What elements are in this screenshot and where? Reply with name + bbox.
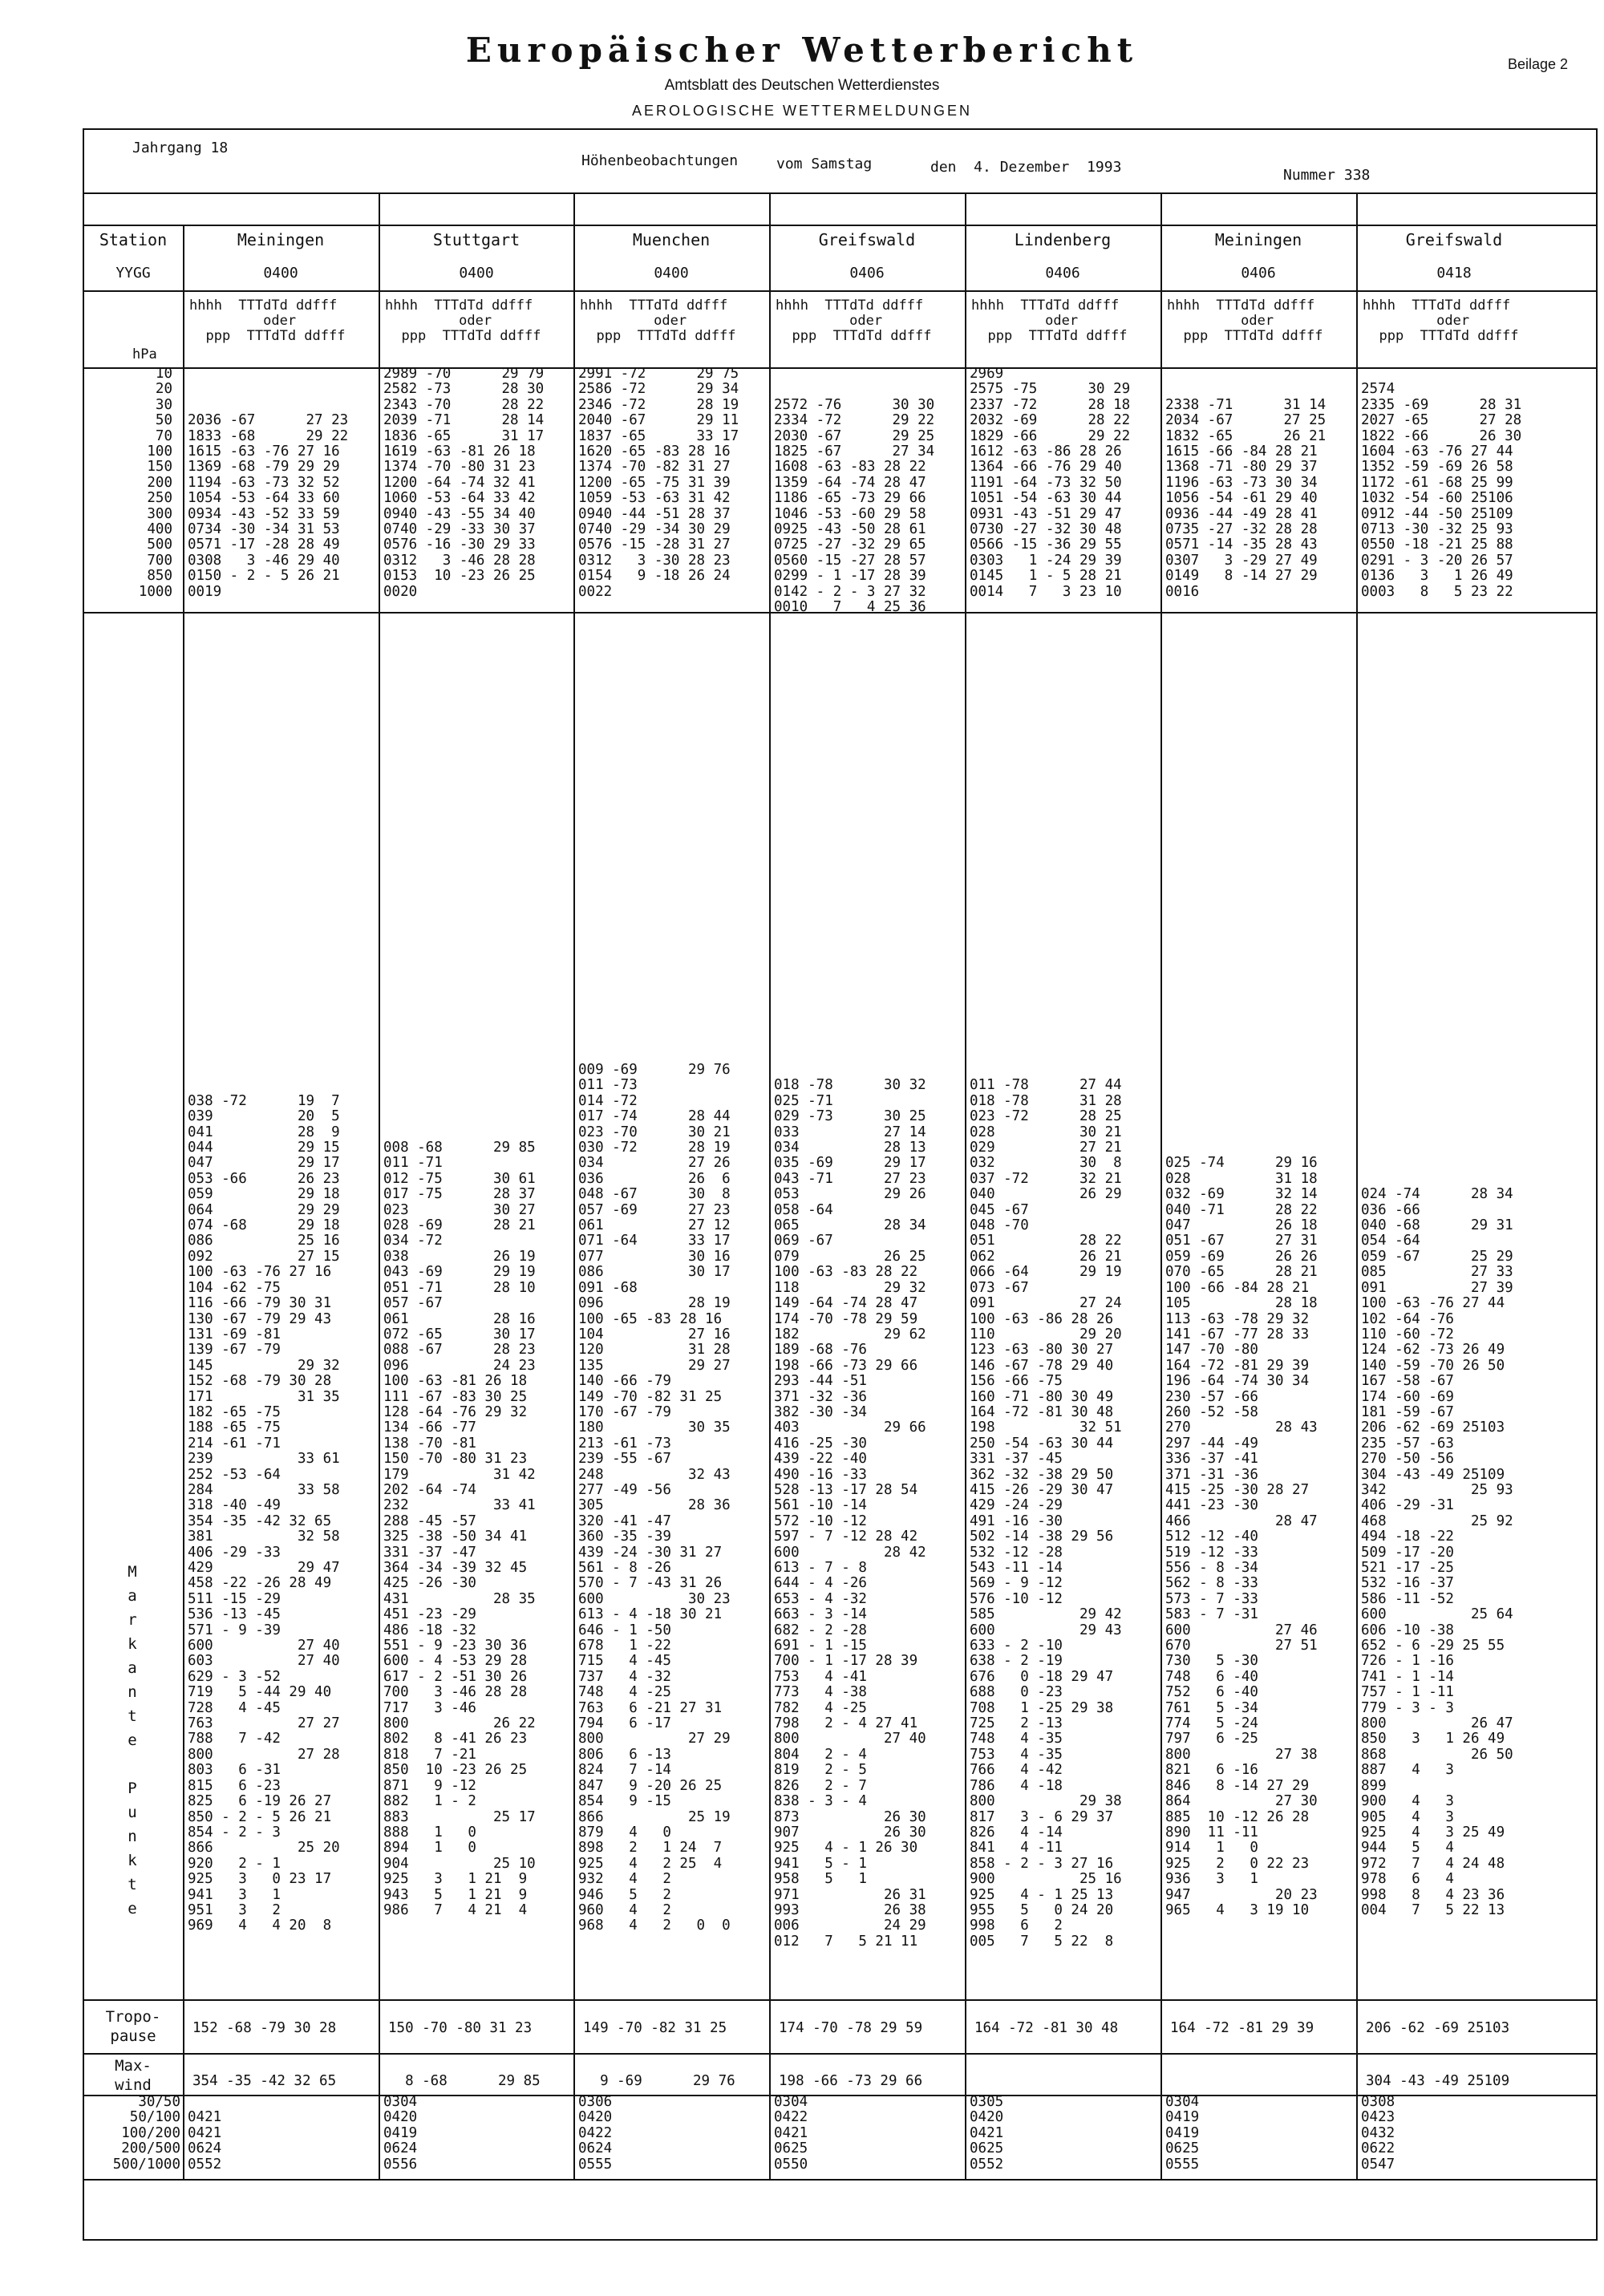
col-head-2: oder [385,313,492,329]
shear-values: 0421 0421 0624 0552 [188,2109,222,2172]
shear-values: 0308 0423 0432 0622 0547 [1361,2094,1395,2172]
col-head-3: ppp TTTdTd ddfff [385,328,541,344]
maxwind-value: 198 -66 -73 29 66 [779,2073,923,2089]
maxwind-value: 354 -35 -42 32 65 [192,2073,337,2089]
col-head-1: hhhh TTTdTd ddfff [580,298,728,314]
tropopause-value: 152 -68 -79 30 28 [192,2020,337,2036]
col-head-2: oder [971,313,1079,329]
col-head-2: oder [1167,313,1274,329]
report-number: Nummer 338 [1283,167,1371,184]
tropopause-value: 164 -72 -81 29 39 [1170,2020,1314,2036]
standard-levels: 2338 -71 31 14 2034 -67 27 25 1832 -65 26 21 1615 -66 -84 28 21 1368 -71 -80 29 37 1196 -63 -73 30 34 1056 -54 -61 29 40 0936 -44 -49 28 41 0735 -27 -32 28 28 0571 -14 -35 28 43 0307 3 -29 27 49 0149 8 -14 27 29 0016 [1165,396,1327,600]
col-rule [769,192,771,2179]
station-yygg: 0406 [849,265,885,281]
standard-levels: 2989 -70 29 79 2582 -73 28 30 2343 -70 28 22 2039 -71 28 14 1836 -65 31 17 1619 -63 -81 26 18 1374 -70 -80 31 23 1200 -64 -74 32 41 1060 -53 -64 33 42 0940 -43 -55 34 40 0740 -29 -33 30 37 0576 -16 -30 29 33 0312 3 -46 28 28 0153 10 -23 26 25 0020 [383,366,545,600]
tropopause-value: 206 -62 -69 25103 [1366,2020,1510,2036]
rule [83,2053,1598,2055]
col-rule [965,192,966,2179]
rule [83,290,1598,292]
standard-levels: 2036 -67 27 23 1833 -68 29 22 1615 -63 -76 27 16 1369 -68 -79 29 29 1194 -63 -73 32 52 1054 -53 -64 33 60 0934 -43 -52 33 59 0734 -30 -34 31 53 0571 -17 -28 28 49 0308 3 -46 29 40 0150 - 2 - 5 26 21 0019 [188,412,349,600]
significant-levels: 018 -78 30 32 025 -71 029 -73 30 25 033 27 14 034 28 13 035 -69 29 17 043 -71 27 23 053 29 26 058 -64 065 28 34 069 -67 079 26 25 100 -63 -83 28 22 118 29 32 149 -64 -74 28 47 174 -70 -78 29 59 182 29 62 189 -68 -76 198 -66 -73 29 66 293 -44 -51 371 -32 -36 382 -30 -34 403 29 66 416 -25 -30 439 -22 -40 490 -16 -33 528 -13 -17 28 54 561 -10 -14 572 -10 -12 597 - 7 -12 28 42 600 28 42 613 - 7 - 8 644 - 4 -26 653 - 4 -32 663 - 3 -14 682 - 2 -28 691 - 1 -15 700 - 1 -17 28 39 753 4 -41 773 4 -38 782 4 -25 798 2 - 4 27 41 800 27 40 804 2 - 4 819 2 - 5 826 2 - 7 838 - 3 - 4 873 26 30 907 26 30 925 4 - 1 26 30 941 5 - 1 958 5 1 971 26 31 993 26 38 006 24 29 012 7 5 21 11 [774,1077,926,1950]
station-name: Meiningen [237,230,325,249]
col-head-3: ppp TTTdTd ddfff [1167,328,1323,344]
station-name: Greifswald [1405,230,1503,249]
shear-values: 0304 0420 0419 0624 0556 [383,2094,418,2172]
tropopause-label: Tropo- pause [105,2008,161,2045]
tropopause-value: 174 -70 -78 29 59 [779,2020,923,2036]
significant-levels: 025 -74 29 16 028 31 18 032 -69 32 14 040 -71 28 22 047 26 18 051 -67 27 31 059 -69 26 26 070 -65 28 21 100 -66 -84 28 21 105 28 18 113 -63 -78 29 32 141 -67 -77 28 33 147 -70 -80 164 -72 -81 29 39 196 -64 -74 30 34 230 -57 -66 260 -52 -58 270 28 43 297 -44 -49 336 -37 -41 371 -31 -36 415 -25 -30 28 27 441 -23 -30 466 28 47 512 -12 -40 519 -12 -33 556 - 8 -34 562 - 8 -33 573 - 7 -33 583 - 7 -31 600 27 46 670 27 51 730 5 -30 748 6 -40 752 6 -40 761 5 -34 774 5 -24 797 6 -25 800 27 38 821 6 -16 846 8 -14 27 29 864 27 30 885 10 -12 26 28 890 11 -11 914 1 0 925 2 0 22 23 936 3 1 947 20 23 965 4 3 19 10 [1165,1155,1318,1918]
station-yygg: 0406 [1241,265,1276,281]
maxwind-label: Max- wind [115,2057,152,2094]
station-yygg: 0418 [1436,265,1472,281]
col-head-3: ppp TTTdTd ddfff [776,328,932,344]
tropopause-value: 164 -72 -81 30 48 [974,2020,1119,2036]
col-head-1: hhhh TTTdTd ddfff [776,298,924,314]
station-name: Meiningen [1214,230,1302,249]
col-head-1: hhhh TTTdTd ddfff [1167,298,1315,314]
weekday: vom Samstag [776,156,873,172]
markante-punkte-label: M a r k a n t e P u n k t e [128,1563,137,1917]
col-head-1: hhhh TTTdTd ddfff [1363,298,1511,314]
col-head-2: oder [580,313,687,329]
col-head-1: hhhh TTTdTd ddfff [385,298,533,314]
col-rule [1356,192,1358,2179]
significant-levels: 011 -78 27 44 018 -78 31 28 023 -72 28 25 028 30 21 029 27 21 032 30 8 037 -72 32 21 040 26 29 045 -67 048 -70 051 28 22 062 26 21 066 -64 29 19 073 -67 091 27 24 100 -63 -86 28 26 110 29 20 123 -63 -80 30 27 146 -67 -78 29 40 156 -66 -75 160 -71 -80 30 49 164 -72 -81 30 48 198 32 51 250 -54 -63 30 44 331 -37 -45 362 -32 -38 29 50 415 -26 -29 30 47 429 -24 -29 491 -16 -30 502 -14 -38 29 56 532 -12 -28 543 -11 -14 569 - 9 -12 576 -10 -12 585 29 42 600 29 43 633 - 2 -10 638 - 2 -19 676 0 -18 29 47 688 0 -23 708 1 -25 29 38 725 2 -13 748 4 -35 753 4 -35 766 4 -42 786 4 -18 800 29 38 817 3 - 6 29 37 826 4 -14 841 4 -11 858 - 2 - 3 27 16 900 25 16 925 4 - 1 25 13 955 5 0 24 20 998 6 2 005 7 5 22 8 [970,1077,1122,1950]
beobachtung-label: Höhenbeobachtungen [581,152,739,169]
col-head-3: ppp TTTdTd ddfff [1363,328,1519,344]
shear-values: 0304 0422 0421 0625 0550 [774,2094,808,2172]
standard-levels: 2991 -72 29 75 2586 -72 29 34 2346 -72 28 19 2040 -67 29 11 1837 -65 33 17 1620 -65 -83 28 16 1374 -70 -82 31 27 1200 -65 -75 31 39 1059 -53 -63 31 42 0940 -44 -51 28 37 0740 -29 -34 30 29 0576 -15 -28 31 27 0312 3 -30 28 23 0154 9 -18 26 24 0022 [578,366,739,600]
shear-values: 0306 0420 0422 0624 0555 [578,2094,613,2172]
maxwind-value: 8 -68 29 85 [388,2073,541,2089]
station-label: Station [99,230,168,249]
col-head-1: hhhh TTTdTd ddfff [189,298,338,314]
col-head-3: ppp TTTdTd ddfff [580,328,736,344]
jahrgang: Jahrgang 18 [132,140,229,156]
station-yygg: 0400 [654,265,689,281]
report-date: den 4. Dezember 1993 [930,159,1122,176]
rule [83,225,1598,226]
page-subtitle: Amtsblatt des Deutschen Wetterdienstes [664,77,940,94]
station-name: Lindenberg [1014,230,1112,249]
hpa-label: hPa [132,346,157,362]
maxwind-value: 304 -43 -49 25109 [1366,2073,1510,2089]
standard-levels: 2574 2335 -69 28 31 2027 -65 27 28 1822 -66 26 30 1604 -63 -76 27 44 1352 -59 -69 26 58 1172 -61 -68 25 99 1032 -54 -60 25106 0912 -44 -50 25109 0713 -30 -32 25 93 0550 -18 -21 25 88 0291 - 3 -20 26 57 0136 3 1 26 49 0003 8 5 23 22 [1361,381,1522,600]
rule [83,1999,1598,2001]
station-name: Stuttgart [432,230,520,249]
col-rule [573,192,575,2179]
col-head-2: oder [776,313,883,329]
station-yygg: 0406 [1045,265,1080,281]
col-head-2: oder [189,313,297,329]
col-rule [1160,192,1162,2179]
rule [83,2179,1598,2181]
col-head-1: hhhh TTTdTd ddfff [971,298,1120,314]
significant-levels: 038 -72 19 7 039 20 5 041 28 9 044 29 15 047 29 17 053 -66 26 23 059 29 18 064 29 29 074 -68 29 18 086 25 16 092 27 15 100 -63 -76 27 16 104 -62 -75 116 -66 -79 30 31 130 -67 -79 29 43 131 -69 -81 139 -67 -79 145 29 32 152 -68 -79 30 28 171 31 35 182 -65 -75 188 -65 -75 214 -61 -71 239 33 61 252 -53 -64 284 33 58 318 -40 -49 354 -35 -42 32 65 381 32 58 406 -29 -33 429 29 47 458 -22 -26 28 49 511 -15 -29 536 -13 -45 571 - 9 -39 600 27 40 603 27 40 629 - 3 -52 719 5 -44 29 40 728 4 -45 763 27 27 788 7 -42 800 27 28 803 6 -31 815 6 -23 825 6 -19 26 27 850 - 2 - 5 26 21 854 - 2 - 3 866 25 20 920 2 - 1 925 3 0 23 17 941 3 1 951 3 2 969 4 4 20 8 [188,1092,340,1934]
significant-levels: 008 -68 29 85 011 -71 012 -75 30 61 017 -75 28 37 023 30 27 028 -69 28 21 034 -72 038 26 19 043 -69 29 19 051 -71 28 10 057 -67 061 28 16 072 -65 30 17 088 -67 28 23 096 24 23 100 -63 -81 26 18 111 -67 -83 30 25 128 -64 -76 29 32 134 -66 -77 138 -70 -81 150 -70 -80 31 23 179 31 42 202 -64 -74 232 33 41 288 -45 -57 325 -38 -50 34 41 331 -37 -47 364 -34 -39 32 45 425 -26 -30 431 28 35 451 -23 -29 486 -18 -32 551 - 9 -23 30 36 600 - 4 -53 29 28 617 - 2 -51 30 26 700 3 -46 28 28 717 3 -46 800 26 22 802 8 -41 26 23 818 7 -21 850 10 -23 26 25 871 9 -12 882 1 - 2 883 25 17 888 1 0 894 1 0 904 25 10 925 3 1 21 9 943 5 1 21 9 986 7 4 21 4 [383,1140,536,1918]
shear-levels: 30/50 50/100 100/200 200/500 500/1000 [112,2094,180,2172]
station-yygg: 0400 [459,265,494,281]
page-title: Europäischer Wetterbericht [465,30,1139,70]
shear-values: 0305 0420 0421 0625 0552 [970,2094,1004,2172]
shear-values: 0304 0419 0419 0625 0555 [1165,2094,1200,2172]
section-title: AEROLOGISCHE WETTERMELDUNGEN [631,103,973,119]
standard-levels: 2572 -76 30 30 2334 -72 29 22 2030 -67 29 25 1825 -67 27 34 1608 -63 -83 28 22 1359 -64 -74 28 47 1186 -65 -73 29 66 1046 -53 -60 29 58 0925 -43 -50 28 61 0725 -27 -32 29 65 0560 -15 -27 28 57 0299 - 1 -17 28 39 0142 - 2 - 3 27 32 0010 7 4 25 36 [774,396,935,616]
station-name: Muenchen [632,230,711,249]
yygg-label: YYGG [115,265,151,281]
col-rule [183,225,184,2179]
rule [83,192,1598,194]
col-head-3: ppp TTTdTd ddfff [971,328,1128,344]
beilage-label: Beilage 2 [1508,56,1569,72]
hpa-levels: 10 20 30 50 70 100 150 200 250 300 400 500 700 850 1000 [138,366,172,600]
station-name: Greifswald [818,230,916,249]
tropopause-value: 149 -70 -82 31 25 [583,2020,727,2036]
maxwind-value: 9 -69 29 76 [583,2073,735,2089]
standard-levels: 2969 2575 -75 30 29 2337 -72 28 18 2032 -69 28 22 1829 -66 29 22 1612 -63 -86 28 26 1364 -66 -76 29 40 1191 -64 -73 32 50 1051 -54 -63 30 44 0931 -43 -51 29 47 0730 -27 -32 30 48 0566 -15 -36 29 55 0303 1 -24 29 39 0145 1 - 5 28 21 0014 7 3 23 10 [970,366,1131,600]
significant-levels: 009 -69 29 76 011 -73 014 -72 017 -74 28 44 023 -70 30 21 030 -72 28 19 034 27 26 036 26 6 048 -67 30 8 057 -69 27 23 061 27 12 071 -64 33 17 077 30 16 086 30 17 091 -68 096 28 19 100 -65 -83 28 16 104 27 16 120 31 28 135 29 27 140 -66 -79 149 -70 -82 31 25 170 -67 -79 180 30 35 213 -61 -73 239 -55 -67 248 32 43 277 -49 -56 305 28 36 320 -41 -47 360 -35 -39 439 -24 -30 31 27 561 - 8 -26 570 - 7 -43 31 26 600 30 23 613 - 4 -18 30 21 646 - 1 -50 678 1 -22 715 4 -45 737 4 -32 748 4 -25 763 6 -21 27 31 794 6 -17 800 27 29 806 6 -13 824 7 -14 847 9 -20 26 25 854 9 -15 866 25 19 879 4 0 898 2 1 24 7 925 4 2 25 4 932 4 2 946 5 2 960 4 2 968 4 2 0 0 [578,1062,731,1934]
tropopause-value: 150 -70 -80 31 23 [388,2020,533,2036]
col-head-3: ppp TTTdTd ddfff [189,328,346,344]
col-head-2: oder [1363,313,1470,329]
station-yygg: 0400 [263,265,298,281]
col-rule [379,192,380,2179]
significant-levels: 024 -74 28 34 036 -66 040 -68 29 31 054 -64 059 -67 25 29 085 27 33 091 27 39 100 -63 -76 27 44 102 -64 -76 110 -60 -72 124 -62 -73 26 49 140 -59 -70 26 50 167 -58 -67 174 -60 -69 181 -59 -67 206 -62 -69 25103 235 -57 -63 270 -50 -56 304 -43 -49 25109 342 25 93 406 -29 -31 468 25 92 494 -18 -22 509 -17 -20 521 -17 -25 532 -16 -37 586 -11 -52 600 25 64 606 -10 -38 652 - 6 -29 25 55 726 - 1 -16 741 - 1 -14 757 - 1 -11 779 - 3 - 3 800 26 47 850 3 1 26 49 868 26 50 887 4 3 899 900 4 3 905 4 3 925 4 3 25 49 944 5 4 972 7 4 24 48 978 6 4 998 8 4 23 36 004 7 5 22 13 [1361,1186,1513,1918]
